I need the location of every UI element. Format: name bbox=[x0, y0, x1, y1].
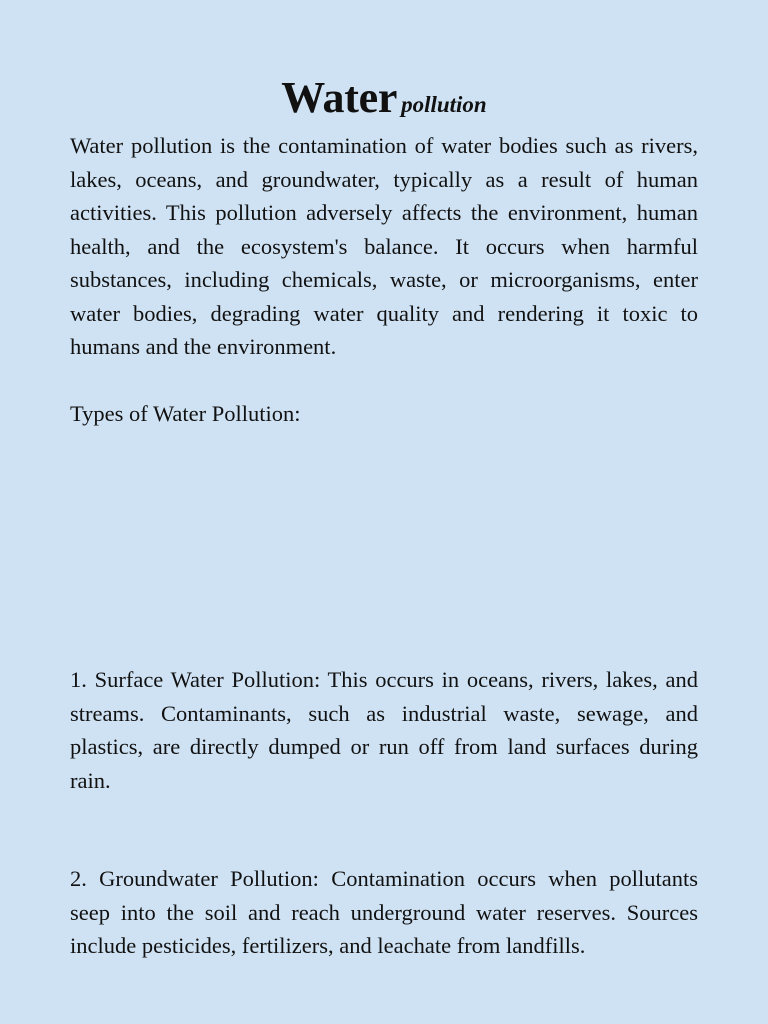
list-item-groundwater: 2. Groundwater Pollution: Contamination occurs when pollutants seep into the soil and reach underground water reserves. Sources include pesticides, fertilizers, and leachate from landfills. bbox=[70, 866, 698, 958]
list-item-surface-water: 1. Surface Water Pollution: This occurs in oceans, rivers, lakes, and streams. Contaminants, such as industrial waste, sewage, and plastics, are directly dumped or run off from land surfaces during rain. bbox=[70, 667, 698, 793]
title-main: Water bbox=[281, 73, 398, 122]
page-title bbox=[0, 72, 768, 123]
intro-paragraph: Water pollution is the contamination of water bodies such as rivers, lakes, oceans, and groundwater, typically as a result of human activities. This pollution adversely affects the environment, human health, and the ecosystem's balance. It occurs when harmful substances, including chemicals, waste, or microorganisms, enter water bodies, degrading water quality and rendering it toxic to humans and the environment. bbox=[70, 133, 698, 359]
title-subtitle: pollution bbox=[401, 92, 487, 117]
types-heading: Types of Water Pollution: bbox=[70, 401, 301, 426]
